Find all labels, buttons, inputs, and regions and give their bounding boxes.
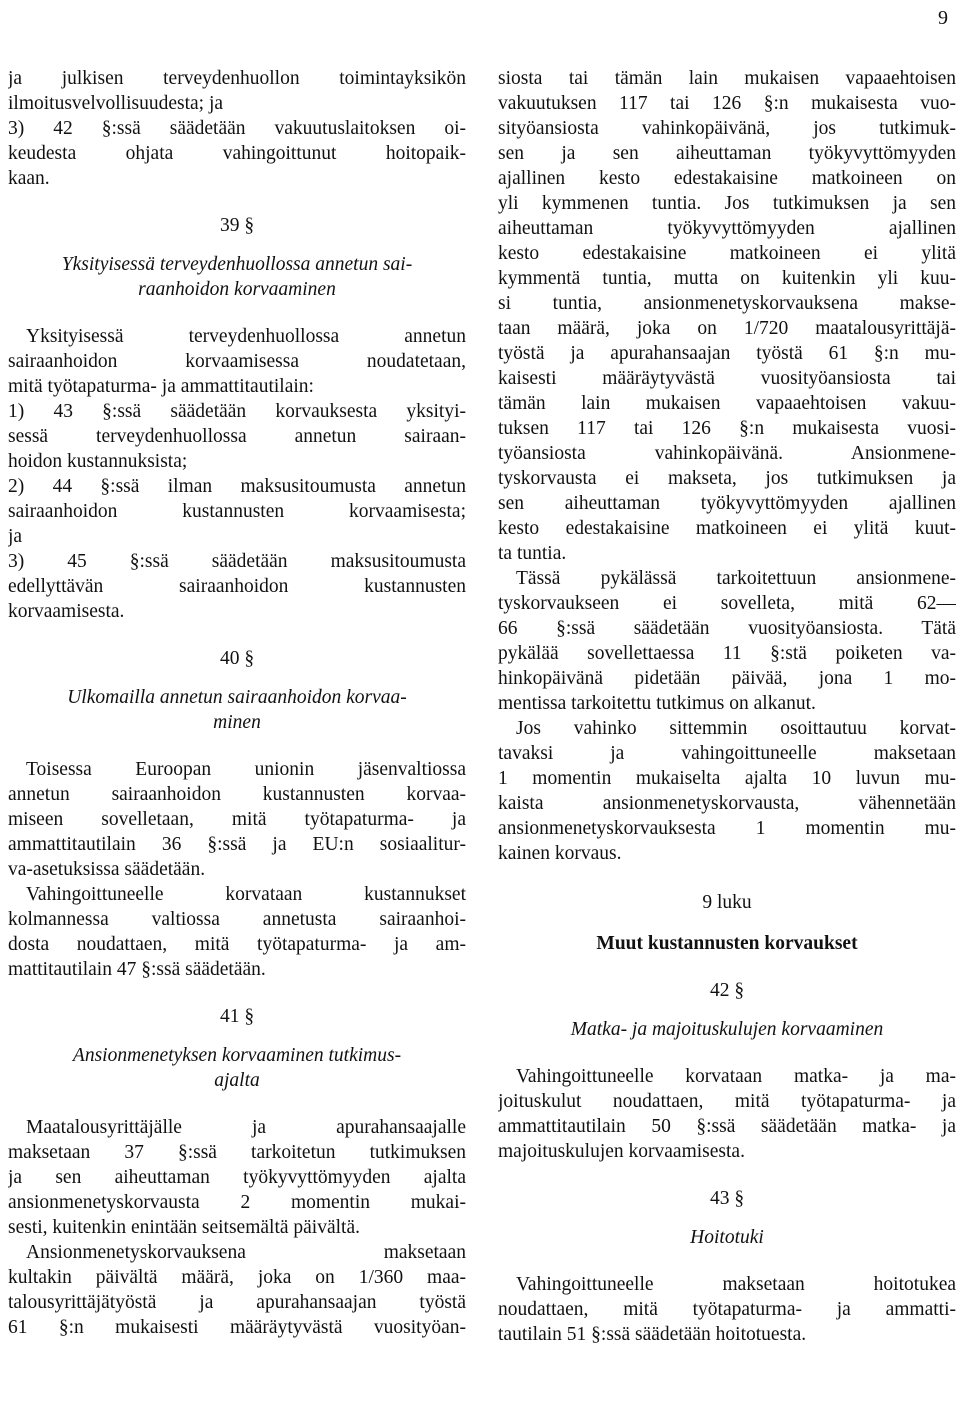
text-line: joituskulut noudattaen, mitä työtapaturma- ja	[498, 1091, 956, 1112]
text-line: va-asetuksissa säädetään.	[8, 859, 206, 880]
section-title-line: minen	[213, 712, 261, 733]
text-block	[8, 324, 466, 624]
section-title-line: Ansionmenetyksen korvaaminen tutkimus-	[72, 1045, 402, 1066]
section-title-line: ajalta	[214, 1070, 260, 1091]
section-number: 43 §	[709, 1188, 745, 1209]
text-block	[8, 1115, 466, 1340]
text-line: aiheuttaman työkyvyttömyyden ajallinen	[498, 218, 956, 239]
text-line: hinkopäivänä pidetään päivää, jona 1 mo-	[498, 668, 956, 689]
text-line: talousyrittäjätyöstä ja apurahansaajan työstä	[8, 1292, 466, 1313]
text-line: työansiosta vahinkopäivänä. Ansionmene-	[498, 443, 956, 464]
text-line: dosta noudattaen, mitä työtapaturma- ja am-	[8, 934, 466, 955]
section-title-line: Ulkomailla annetun sairaanhoidon korvaa-	[67, 687, 407, 708]
text-line: ansionmenetyskorvauksesta 1 momentin mu-	[498, 818, 956, 839]
text-line: Yksityisessä terveydenhuollossa annetun	[26, 326, 466, 347]
text-line: korvaamisesta.	[8, 601, 125, 622]
text-line: sairaanhoidon korvaamisessa noudatetaan,	[8, 351, 466, 372]
text-line: 1 momentin mukaiselta ajalta 10 luvun mu-	[498, 768, 956, 789]
text-line: mitä työtapaturma- ja ammattitautilain:	[8, 376, 314, 397]
text-line: Vahingoittuneelle maksetaan hoitotukea	[516, 1274, 956, 1295]
right-column	[498, 66, 956, 1347]
text-line: maksetaan 37 §:ssä tarkoitetun tutkimuksen	[8, 1142, 466, 1163]
section-number: 42 §	[709, 980, 745, 1001]
chapter-title: Muut kustannusten korvaukset	[596, 933, 858, 954]
text-line: työstä ja apurahansaajan työstä 61 §:n mu-	[498, 343, 956, 364]
text-line: 2) 44 §:ssä ilman maksusitoumusta annetun	[8, 476, 466, 497]
text-line: sairaanhoidon kustannusten korvaamisesta;	[8, 501, 466, 522]
text-block	[498, 66, 956, 866]
section-title-line: raanhoidon korvaaminen	[138, 279, 336, 300]
text-line: tautilain 51 §:ssä säädetään hoitotuesta.	[498, 1324, 807, 1345]
text-line: siosta tai tämän lain mukaisen vapaaehtoisen	[498, 68, 956, 89]
text-line: ammattitautilain 50 §:ssä säädetään matka- ja	[498, 1116, 956, 1137]
text-line: taan määrä, joka on 1/720 maatalousyrittäjä-	[498, 318, 956, 339]
text-line: ansionmenetyskorvausta 2 momentin mukai-	[8, 1192, 466, 1213]
text-line: Tässä pykälässä tarkoitettuun ansionmene-	[516, 568, 956, 589]
section-title-line: Matka- ja majoituskulujen korvaaminen	[570, 1019, 884, 1040]
section-title	[498, 1017, 956, 1042]
text-line: ja	[8, 526, 23, 547]
section-title	[498, 1225, 956, 1250]
text-line: sesti, kuitenkin enintään seitsemältä päivältä.	[8, 1217, 360, 1238]
text-line: Vahingoittuneelle korvataan kustannukset	[26, 884, 466, 905]
text-line: kaisesti määräytyvästä vuosityöansiosta tai	[498, 368, 956, 389]
text-line: kymmentä tuntia, mutta on kuitenkin yli kuu-	[498, 268, 956, 289]
text-line: tämän lain mukaisen vapaaehtoisen vakuu-	[498, 393, 956, 414]
text-line: Vahingoittuneelle korvataan matka- ja ma-	[516, 1066, 956, 1087]
text-line: kesto edestakaisine matkoineen ei ylitä kuut-	[498, 518, 956, 539]
text-line: kainen korvaus.	[498, 843, 622, 864]
text-line: 1) 43 §:ssä säädetään korvauksesta yksityi-	[8, 401, 466, 422]
text-line: 3) 45 §:ssä säädetään maksusitoumusta	[8, 551, 466, 572]
text-block	[498, 1064, 956, 1164]
text-line: majoituskulujen korvaamisesta.	[498, 1141, 745, 1162]
section-title	[8, 1043, 466, 1093]
text-line: edellyttävän sairaanhoidon kustannusten	[8, 576, 466, 597]
section-number: 39 §	[219, 215, 255, 236]
text-line: yli kymmenen tuntia. Jos tutkimuksen ja sen	[498, 193, 956, 214]
chapter-number: 9 luku	[702, 892, 752, 913]
text-line: tyskorvausta ei makseta, jos tutkimuksen ja	[498, 468, 956, 489]
text-line: sen aiheuttaman työkyvyttömyyden ajallinen	[498, 493, 956, 514]
text-block	[8, 757, 466, 982]
text-block	[8, 66, 466, 191]
text-line: Maatalousyrittäjälle ja apurahansaajalle	[26, 1117, 466, 1138]
section-title-line: Yksityisessä terveydenhuollossa annetun sai-	[61, 254, 413, 275]
text-line: annetun sairaanhoidon kustannusten korvaa-	[8, 784, 466, 805]
text-line: kolmannessa valtiossa annetusta sairaanhoi-	[8, 909, 466, 930]
left-column	[8, 66, 466, 1340]
text-line: 3) 42 §:ssä säädetään vakuutuslaitoksen oi-	[8, 118, 466, 139]
text-line: ta tuntia.	[498, 543, 567, 564]
page-number: 9	[938, 7, 948, 29]
text-line: noudattaen, mitä työtapaturma- ja ammatti-	[498, 1299, 956, 1320]
text-line: Jos vahinko sittemmin osoittautuu korvat-	[516, 718, 956, 739]
text-line: kultakin päivältä määrä, joka on 1/360 maa-	[8, 1267, 466, 1288]
text-line: ammattitautilain 36 §:ssä ja EU:n sosiaalitur-	[8, 834, 466, 855]
text-line: tyskorvaukseen ei sovelleta, mitä 62—	[498, 593, 956, 614]
text-line: ja julkisen terveydenhuollon toimintayksikön	[8, 68, 466, 89]
text-line: 61 §:n mukaisesti määräytyvästä vuosityöan-	[8, 1317, 466, 1338]
section-title	[8, 685, 466, 735]
text-line: sityöansiosta vahinkopäivänä, jos tutkimuk-	[498, 118, 956, 139]
text-line: mattitautilain 47 §:ssä säädetään.	[8, 959, 266, 980]
text-line: 66 §:ssä säädetään vuosityöansiosta. Tätä	[498, 618, 956, 639]
text-line: hoidon kustannuksista;	[8, 451, 188, 472]
text-line: mentissa tarkoitettu tutkimus on alkanut.	[498, 693, 816, 714]
section-title	[8, 252, 466, 302]
text-line: pykälää sovellettaessa 11 §:stä poiketen va-	[498, 643, 956, 664]
text-line: kaista ansionmenetyskorvausta, vähennetään	[498, 793, 956, 814]
text-line: miseen sovelletaan, mitä työtapaturma- ja	[8, 809, 466, 830]
text-line: ajallinen kesto edestakaisine matkoineen on	[498, 168, 956, 189]
text-line: keudesta ohjata vahingoittunut hoitopaik-	[8, 143, 466, 164]
text-line: tavaksi ja vahingoittuneelle maksetaan	[498, 743, 956, 764]
text-line: vakuutuksen 117 tai 126 §:n mukaisesta vuo-	[498, 93, 956, 114]
text-line: kaan.	[8, 168, 50, 189]
text-line: Ansionmenetyskorvauksena maksetaan	[26, 1242, 466, 1263]
text-line: tuksen 117 tai 126 §:n mukaisesta vuosi-	[498, 418, 956, 439]
text-line: kesto edestakaisine matkoineen ei ylitä	[498, 243, 956, 264]
text-line: Toisessa Euroopan unionin jäsenvaltiossa	[26, 759, 466, 780]
section-number: 40 §	[219, 648, 255, 669]
text-line: ilmoitusvelvollisuudesta; ja	[8, 93, 224, 114]
text-line: ja sen aiheuttaman työkyvyttömyyden ajalta	[8, 1167, 466, 1188]
text-line: sessä terveydenhuollossa annetun sairaan-	[8, 426, 466, 447]
section-number: 41 §	[219, 1006, 255, 1027]
section-title-line: Hoitotuki	[690, 1227, 764, 1248]
text-block	[498, 1272, 956, 1347]
text-line: sen ja sen aiheuttaman työkyvyttömyyden	[498, 143, 956, 164]
text-line: si tuntia, ansionmenetyskorvauksena makse-	[498, 293, 956, 314]
